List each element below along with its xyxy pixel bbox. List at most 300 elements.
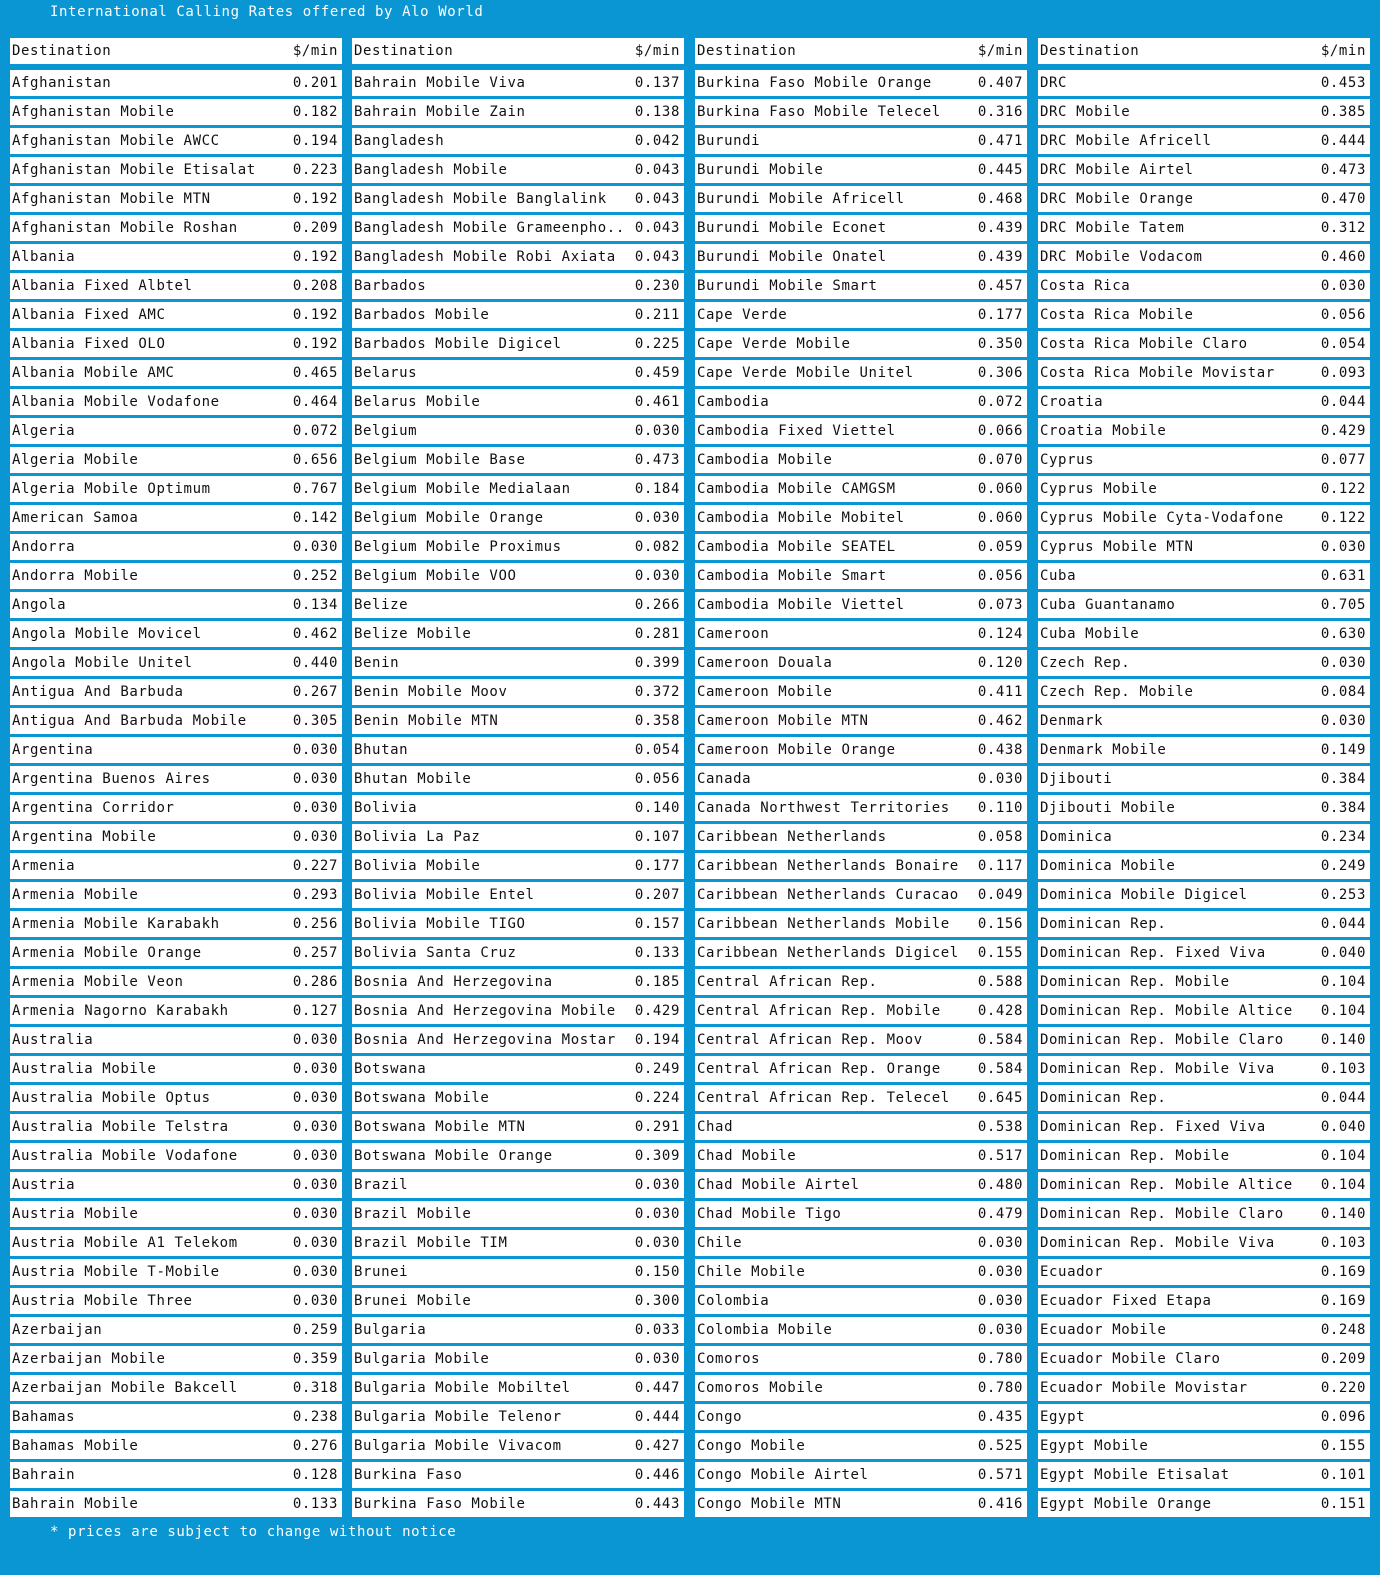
- destination-cell: Azerbaijan Mobile: [12, 1351, 166, 1367]
- destination-cell: Congo Mobile: [697, 1438, 806, 1454]
- destination-cell: Armenia Mobile Veon: [12, 974, 184, 990]
- destination-cell: Cape Verde Mobile Unitel: [697, 365, 914, 381]
- table-row: [10, 592, 342, 618]
- table-row: [1038, 389, 1370, 415]
- table-row: [352, 1027, 684, 1053]
- destination-cell: Cambodia Mobile SEATEL: [697, 539, 896, 555]
- destination-cell: Benin: [354, 655, 400, 671]
- rate-cell: 0.306: [977, 365, 1023, 381]
- table-row: [10, 99, 342, 125]
- rate-cell: 0.030: [634, 1206, 680, 1222]
- table-row: [695, 882, 1027, 908]
- table-row: [10, 476, 342, 502]
- rate-cell: 0.058: [977, 829, 1023, 845]
- rate-cell: 0.030: [292, 1177, 338, 1193]
- destination-cell: Czech Rep.: [1040, 655, 1131, 671]
- rate-cell: 0.056: [1320, 307, 1366, 323]
- table-row: [1038, 853, 1370, 879]
- destination-cell: Angola Mobile Unitel: [12, 655, 193, 671]
- rate-cell: 0.059: [977, 539, 1023, 555]
- table-row: [1038, 795, 1370, 821]
- rate-cell: 0.030: [292, 800, 338, 816]
- rate-cell: 0.030: [292, 1032, 338, 1048]
- destination-cell: Dominican Rep. Mobile Viva: [1040, 1061, 1275, 1077]
- table-row: [352, 882, 684, 908]
- destination-cell: Comoros Mobile: [697, 1380, 824, 1396]
- rate-cell: 0.194: [634, 1032, 680, 1048]
- table-row: [1038, 1056, 1370, 1082]
- destination-cell: Bulgaria Mobile Mobiltel: [354, 1380, 571, 1396]
- rate-cell: 0.252: [292, 568, 338, 584]
- rate-cell: 0.656: [292, 452, 338, 468]
- rate-cell: 0.407: [977, 75, 1023, 91]
- table-row: [10, 157, 342, 183]
- destination-cell: Denmark: [1040, 713, 1104, 729]
- rate-cell: 0.133: [634, 945, 680, 961]
- destination-cell: Dominican Rep. Mobile Claro: [1040, 1206, 1284, 1222]
- destination-cell: Afghanistan: [12, 75, 112, 91]
- rate-cell: 0.462: [977, 713, 1023, 729]
- table-row: [352, 1375, 684, 1401]
- table-row: [10, 853, 342, 879]
- destination-cell: Dominica Mobile: [1040, 858, 1176, 874]
- destination-cell: Denmark Mobile: [1040, 742, 1167, 758]
- rate-cell: 0.030: [634, 1177, 680, 1193]
- rate-cell: 0.411: [977, 684, 1023, 700]
- table-row: [10, 1143, 342, 1169]
- destination-cell: Cyprus Mobile MTN: [1040, 539, 1194, 555]
- table-row: [695, 911, 1027, 937]
- destination-cell: Albania Fixed AMC: [12, 307, 166, 323]
- rate-cell: 0.384: [1320, 800, 1366, 816]
- destination-cell: Comoros: [697, 1351, 761, 1367]
- destination-cell: DRC Mobile: [1040, 104, 1131, 120]
- rate-cell: 0.224: [634, 1090, 680, 1106]
- rate-cell: 0.225: [634, 336, 680, 352]
- rate-cell: 0.227: [292, 858, 338, 874]
- rate-cell: 0.030: [1320, 713, 1366, 729]
- rate-cell: 0.384: [1320, 771, 1366, 787]
- table-row: [1038, 302, 1370, 328]
- table-row: [695, 1056, 1027, 1082]
- table-row: [10, 302, 342, 328]
- table-row: [10, 1346, 342, 1372]
- table-row: [695, 563, 1027, 589]
- rate-cell: 0.043: [634, 162, 680, 178]
- destination-cell: Congo Mobile MTN: [697, 1496, 842, 1512]
- table-row: [10, 1172, 342, 1198]
- rate-cell: 0.350: [977, 336, 1023, 352]
- rate-cell: 0.043: [634, 191, 680, 207]
- rate-cell: 0.385: [1320, 104, 1366, 120]
- header-row: [1038, 38, 1370, 64]
- table-row: [352, 1143, 684, 1169]
- destination-cell: Angola: [12, 597, 67, 613]
- destination-cell: Bangladesh Mobile Banglalink: [354, 191, 607, 207]
- rate-cell: 0.438: [977, 742, 1023, 758]
- rate-cell: 0.571: [977, 1467, 1023, 1483]
- table-row: [695, 940, 1027, 966]
- rate-cell: 0.103: [1320, 1061, 1366, 1077]
- table-row: [695, 70, 1027, 96]
- rate-cell: 0.266: [634, 597, 680, 613]
- rate-cell: 0.584: [977, 1032, 1023, 1048]
- table-row: [352, 534, 684, 560]
- table-row: [10, 998, 342, 1024]
- destination-cell: Djibouti Mobile: [1040, 800, 1176, 816]
- table-row: [695, 302, 1027, 328]
- destination-cell: Brunei: [354, 1264, 409, 1280]
- destination-cell: Central African Rep.: [697, 974, 878, 990]
- destination-cell: Central African Rep. Orange: [697, 1061, 941, 1077]
- destination-cell: Barbados Mobile Digicel: [354, 336, 562, 352]
- destination-cell: Afghanistan Mobile MTN: [12, 191, 211, 207]
- rate-cell: 0.453: [1320, 75, 1366, 91]
- rate-cell: 0.169: [1320, 1293, 1366, 1309]
- rate-cell: 0.030: [292, 1090, 338, 1106]
- destination-header: Destination: [1040, 43, 1140, 59]
- table-row: [695, 1433, 1027, 1459]
- destination-cell: Antigua And Barbuda Mobile: [12, 713, 247, 729]
- table-row: [695, 389, 1027, 415]
- destination-cell: Czech Rep. Mobile: [1040, 684, 1194, 700]
- destination-cell: Belgium Mobile Orange: [354, 510, 544, 526]
- table-row: [695, 1230, 1027, 1256]
- destination-cell: Algeria Mobile Optimum: [12, 481, 211, 497]
- destination-cell: Armenia: [12, 858, 76, 874]
- destination-cell: Belize: [354, 597, 409, 613]
- destination-cell: Brazil Mobile: [354, 1206, 472, 1222]
- table-row: [10, 70, 342, 96]
- rate-cell: 0.030: [292, 1264, 338, 1280]
- rate-cell: 0.445: [977, 162, 1023, 178]
- table-row: [1038, 1230, 1370, 1256]
- table-row: [695, 650, 1027, 676]
- rate-cell: 0.134: [292, 597, 338, 613]
- rates-panel-4: [1038, 38, 1370, 1516]
- rate-cell: 0.293: [292, 887, 338, 903]
- destination-cell: Albania Mobile AMC: [12, 365, 175, 381]
- rate-cell: 0.429: [634, 1003, 680, 1019]
- header-row: [10, 38, 342, 64]
- table-row: [352, 650, 684, 676]
- table-row: [1038, 1317, 1370, 1343]
- rate-cell: 0.316: [977, 104, 1023, 120]
- rate-cell: 0.044: [1320, 394, 1366, 410]
- destination-cell: Bahrain: [12, 1467, 76, 1483]
- destination-cell: DRC: [1040, 75, 1068, 91]
- rate-cell: 0.517: [977, 1148, 1023, 1164]
- destination-cell: Cuba Mobile: [1040, 626, 1140, 642]
- destination-cell: Botswana Mobile Orange: [354, 1148, 553, 1164]
- header-row: [352, 38, 684, 64]
- rate-cell: 0.439: [977, 220, 1023, 236]
- rate-cell: 0.359: [292, 1351, 338, 1367]
- destination-cell: Burundi Mobile Econet: [697, 220, 887, 236]
- rate-cell: 0.461: [634, 394, 680, 410]
- destination-cell: Cameroon: [697, 626, 770, 642]
- destination-cell: DRC Mobile Orange: [1040, 191, 1194, 207]
- table-row: [695, 679, 1027, 705]
- destination-cell: Algeria: [12, 423, 76, 439]
- table-row: [10, 1491, 342, 1517]
- rate-cell: 0.194: [292, 133, 338, 149]
- rate-cell: 0.042: [634, 133, 680, 149]
- rate-cell: 0.030: [977, 1264, 1023, 1280]
- rate-cell: 0.030: [634, 1235, 680, 1251]
- destination-cell: Dominica Mobile Digicel: [1040, 887, 1248, 903]
- destination-cell: Costa Rica Mobile: [1040, 307, 1194, 323]
- rate-cell: 0.137: [634, 75, 680, 91]
- destination-cell: Australia Mobile Telstra: [12, 1119, 229, 1135]
- table-row: [695, 99, 1027, 125]
- rate-header: $/min: [292, 43, 338, 59]
- rate-rows: [352, 70, 684, 1520]
- table-row: [695, 737, 1027, 763]
- rate-cell: 0.030: [292, 1061, 338, 1077]
- table-row: [695, 1462, 1027, 1488]
- table-row: [352, 1462, 684, 1488]
- destination-cell: Congo: [697, 1409, 743, 1425]
- rate-cell: 0.780: [977, 1380, 1023, 1396]
- destination-cell: Egypt Mobile Orange: [1040, 1496, 1212, 1512]
- destination-cell: Burundi Mobile Smart: [697, 278, 878, 294]
- rate-cell: 0.480: [977, 1177, 1023, 1193]
- table-row: [10, 128, 342, 154]
- rate-cell: 0.443: [634, 1496, 680, 1512]
- rate-cell: 0.077: [1320, 452, 1366, 468]
- destination-cell: Australia Mobile: [12, 1061, 157, 1077]
- rate-cell: 0.030: [292, 742, 338, 758]
- destination-cell: Angola Mobile Movicel: [12, 626, 202, 642]
- rate-cell: 0.780: [977, 1351, 1023, 1367]
- page-title: International Calling Rates offered by Alo World: [50, 4, 484, 20]
- table-row: [352, 476, 684, 502]
- rate-cell: 0.470: [1320, 191, 1366, 207]
- rate-cell: 0.157: [634, 916, 680, 932]
- rate-cell: 0.073: [977, 597, 1023, 613]
- table-row: [10, 1056, 342, 1082]
- table-row: [352, 99, 684, 125]
- destination-cell: Bosnia And Herzegovina Mostar: [354, 1032, 616, 1048]
- destination-cell: Cyprus Mobile Cyta-Vodafone: [1040, 510, 1284, 526]
- table-row: [10, 708, 342, 734]
- table-row: [1038, 157, 1370, 183]
- rate-cell: 0.054: [634, 742, 680, 758]
- rate-cell: 0.318: [292, 1380, 338, 1396]
- destination-cell: Cyprus: [1040, 452, 1095, 468]
- table-row: [352, 592, 684, 618]
- destination-cell: Austria Mobile T-Mobile: [12, 1264, 220, 1280]
- table-row: [10, 621, 342, 647]
- table-row: [10, 1462, 342, 1488]
- destination-cell: Barbados Mobile: [354, 307, 490, 323]
- rate-cell: 0.030: [634, 423, 680, 439]
- destination-header: Destination: [12, 43, 112, 59]
- table-row: [352, 1259, 684, 1285]
- destination-cell: American Samoa: [12, 510, 139, 526]
- rate-cell: 0.177: [977, 307, 1023, 323]
- rates-panel-1: [10, 38, 342, 1516]
- rate-cell: 0.169: [1320, 1264, 1366, 1280]
- table-row: [1038, 331, 1370, 357]
- rate-cell: 0.120: [977, 655, 1023, 671]
- table-row: [1038, 505, 1370, 531]
- rate-cell: 0.358: [634, 713, 680, 729]
- table-row: [695, 215, 1027, 241]
- destination-cell: Armenia Mobile Orange: [12, 945, 202, 961]
- table-row: [695, 1085, 1027, 1111]
- destination-cell: Cyprus Mobile: [1040, 481, 1158, 497]
- destination-cell: Bolivia Mobile: [354, 858, 481, 874]
- table-row: [352, 1056, 684, 1082]
- destination-cell: Belize Mobile: [354, 626, 472, 642]
- table-row: [10, 1085, 342, 1111]
- table-row: [352, 1230, 684, 1256]
- rate-cell: 0.133: [292, 1496, 338, 1512]
- destination-cell: Ecuador Mobile Movistar: [1040, 1380, 1248, 1396]
- rate-cell: 0.140: [1320, 1206, 1366, 1222]
- table-row: [695, 708, 1027, 734]
- rate-cell: 0.440: [292, 655, 338, 671]
- destination-cell: Botswana: [354, 1061, 427, 1077]
- rate-cell: 0.256: [292, 916, 338, 932]
- destination-cell: Belgium: [354, 423, 418, 439]
- rate-cell: 0.030: [292, 1235, 338, 1251]
- rate-cell: 0.149: [1320, 742, 1366, 758]
- table-row: [10, 969, 342, 995]
- table-row: [352, 708, 684, 734]
- rate-cell: 0.645: [977, 1090, 1023, 1106]
- table-row: [695, 969, 1027, 995]
- table-row: [1038, 70, 1370, 96]
- destination-cell: Afghanistan Mobile Roshan: [12, 220, 238, 236]
- rate-cell: 0.030: [634, 568, 680, 584]
- rate-cell: 0.471: [977, 133, 1023, 149]
- destination-cell: Bosnia And Herzegovina: [354, 974, 553, 990]
- table-row: [1038, 1027, 1370, 1053]
- rate-cell: 0.312: [1320, 220, 1366, 236]
- rate-cell: 0.030: [292, 829, 338, 845]
- rate-cell: 0.054: [1320, 336, 1366, 352]
- rate-cell: 0.155: [977, 945, 1023, 961]
- table-row: [695, 1027, 1027, 1053]
- destination-cell: Armenia Mobile: [12, 887, 139, 903]
- table-row: [352, 824, 684, 850]
- destination-cell: Bahamas Mobile: [12, 1438, 139, 1454]
- table-row: [352, 360, 684, 386]
- table-row: [695, 360, 1027, 386]
- destination-cell: Afghanistan Mobile AWCC: [12, 133, 220, 149]
- table-row: [1038, 1172, 1370, 1198]
- destination-cell: Albania Mobile Vodafone: [12, 394, 220, 410]
- destination-cell: Cape Verde: [697, 307, 788, 323]
- table-row: [352, 1172, 684, 1198]
- destination-header: Destination: [697, 43, 797, 59]
- destination-cell: Bulgaria: [354, 1322, 427, 1338]
- destination-cell: Dominican Rep. Mobile Viva: [1040, 1235, 1275, 1251]
- destination-cell: Austria Mobile: [12, 1206, 139, 1222]
- rate-cell: 0.209: [292, 220, 338, 236]
- destination-cell: Argentina Mobile: [12, 829, 157, 845]
- rate-cell: 0.253: [1320, 887, 1366, 903]
- destination-cell: Caribbean Netherlands Digicel: [697, 945, 959, 961]
- rate-cell: 0.281: [634, 626, 680, 642]
- table-row: [352, 302, 684, 328]
- rate-cell: 0.464: [292, 394, 338, 410]
- rate-cell: 0.473: [1320, 162, 1366, 178]
- destination-cell: Belgium Mobile Base: [354, 452, 526, 468]
- destination-cell: Burkina Faso Mobile Orange: [697, 75, 932, 91]
- table-row: [352, 1317, 684, 1343]
- rate-cell: 0.030: [292, 1119, 338, 1135]
- rate-cell: 0.030: [292, 771, 338, 787]
- rate-cell: 0.030: [977, 1293, 1023, 1309]
- rate-cell: 0.122: [1320, 481, 1366, 497]
- destination-cell: Cambodia Fixed Viettel: [697, 423, 896, 439]
- table-row: [10, 331, 342, 357]
- table-row: [1038, 418, 1370, 444]
- table-row: [352, 853, 684, 879]
- destination-cell: Armenia Nagorno Karabakh: [12, 1003, 229, 1019]
- destination-cell: Bulgaria Mobile: [354, 1351, 490, 1367]
- table-row: [695, 592, 1027, 618]
- destination-cell: Australia Mobile Vodafone: [12, 1148, 238, 1164]
- table-row: [352, 911, 684, 937]
- table-row: [352, 1201, 684, 1227]
- destination-cell: Afghanistan Mobile Etisalat: [12, 162, 256, 178]
- rate-cell: 0.155: [1320, 1438, 1366, 1454]
- rate-cell: 0.300: [634, 1293, 680, 1309]
- destination-cell: Bahamas: [12, 1409, 76, 1425]
- table-row: [10, 360, 342, 386]
- table-row: [695, 1404, 1027, 1430]
- table-row: [352, 70, 684, 96]
- table-row: [1038, 186, 1370, 212]
- table-row: [352, 186, 684, 212]
- destination-cell: Brazil: [354, 1177, 409, 1193]
- rates-panel-3: [695, 38, 1027, 1516]
- destination-cell: Afghanistan Mobile: [12, 104, 175, 120]
- rates-table: [0, 38, 1380, 1516]
- destination-header: Destination: [354, 43, 454, 59]
- destination-cell: Canada: [697, 771, 752, 787]
- table-row: [1038, 650, 1370, 676]
- table-row: [695, 418, 1027, 444]
- destination-cell: Albania: [12, 249, 76, 265]
- rate-cell: 0.259: [292, 1322, 338, 1338]
- rate-cell: 0.220: [1320, 1380, 1366, 1396]
- rate-cell: 0.305: [292, 713, 338, 729]
- table-row: [1038, 1433, 1370, 1459]
- destination-cell: Croatia: [1040, 394, 1104, 410]
- table-row: [695, 1288, 1027, 1314]
- rate-cell: 0.151: [1320, 1496, 1366, 1512]
- rate-cell: 0.427: [634, 1438, 680, 1454]
- table-row: [1038, 563, 1370, 589]
- destination-cell: Dominican Rep. Mobile Claro: [1040, 1032, 1284, 1048]
- destination-cell: Dominican Rep. Mobile: [1040, 1148, 1230, 1164]
- table-row: [10, 1433, 342, 1459]
- rate-cell: 0.082: [634, 539, 680, 555]
- table-row: [1038, 998, 1370, 1024]
- table-row: [695, 1143, 1027, 1169]
- destination-cell: Bolivia Mobile Entel: [354, 887, 535, 903]
- rate-cell: 0.044: [1320, 1090, 1366, 1106]
- rate-cell: 0.138: [634, 104, 680, 120]
- rate-cell: 0.104: [1320, 974, 1366, 990]
- table-row: [695, 1346, 1027, 1372]
